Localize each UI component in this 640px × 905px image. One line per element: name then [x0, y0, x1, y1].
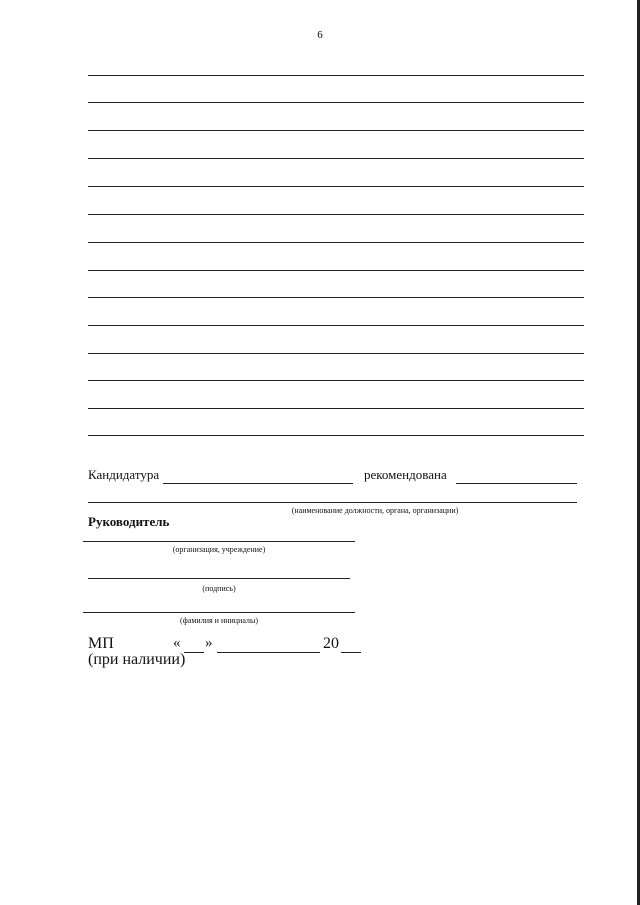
quote-close: » — [205, 635, 213, 651]
recommended-field[interactable] — [456, 483, 577, 484]
quote-open: « — [173, 635, 181, 651]
signature-caption: (подпись) — [202, 584, 236, 593]
blank-line — [88, 270, 584, 271]
blank-line — [88, 102, 584, 103]
candidate-field[interactable] — [163, 483, 353, 484]
organization-field[interactable] — [83, 541, 355, 542]
stamp-note: (при наличии) — [88, 651, 186, 668]
blank-line — [88, 242, 584, 243]
year-prefix: 20 — [323, 635, 339, 652]
blank-line — [88, 214, 584, 215]
blank-line — [88, 297, 584, 298]
name-caption: (фамилия и инициалы) — [179, 616, 259, 625]
organization-caption: (организация, учреждение) — [172, 545, 266, 554]
day-field[interactable] — [184, 652, 204, 653]
blank-line — [88, 158, 584, 159]
position-field[interactable] — [88, 502, 577, 503]
name-field[interactable] — [83, 612, 355, 613]
blank-line — [88, 186, 584, 187]
signature-field[interactable] — [88, 578, 350, 579]
blank-line — [88, 435, 584, 436]
candidate-label: Кандидатура — [88, 467, 160, 482]
blank-line — [88, 408, 584, 409]
head-label: Руководитель — [88, 514, 170, 529]
recommended-label: рекомендована — [364, 467, 447, 482]
page-number: 6 — [317, 29, 323, 41]
blank-line — [88, 130, 584, 131]
blank-line — [88, 353, 584, 354]
month-field[interactable] — [217, 652, 320, 653]
blank-line — [88, 325, 584, 326]
blank-line — [88, 380, 584, 381]
year-field[interactable] — [341, 652, 361, 653]
position-caption: (наименование должности, органа, организации) — [291, 506, 459, 515]
stamp-label: МП — [88, 635, 114, 652]
blank-line — [88, 75, 584, 76]
